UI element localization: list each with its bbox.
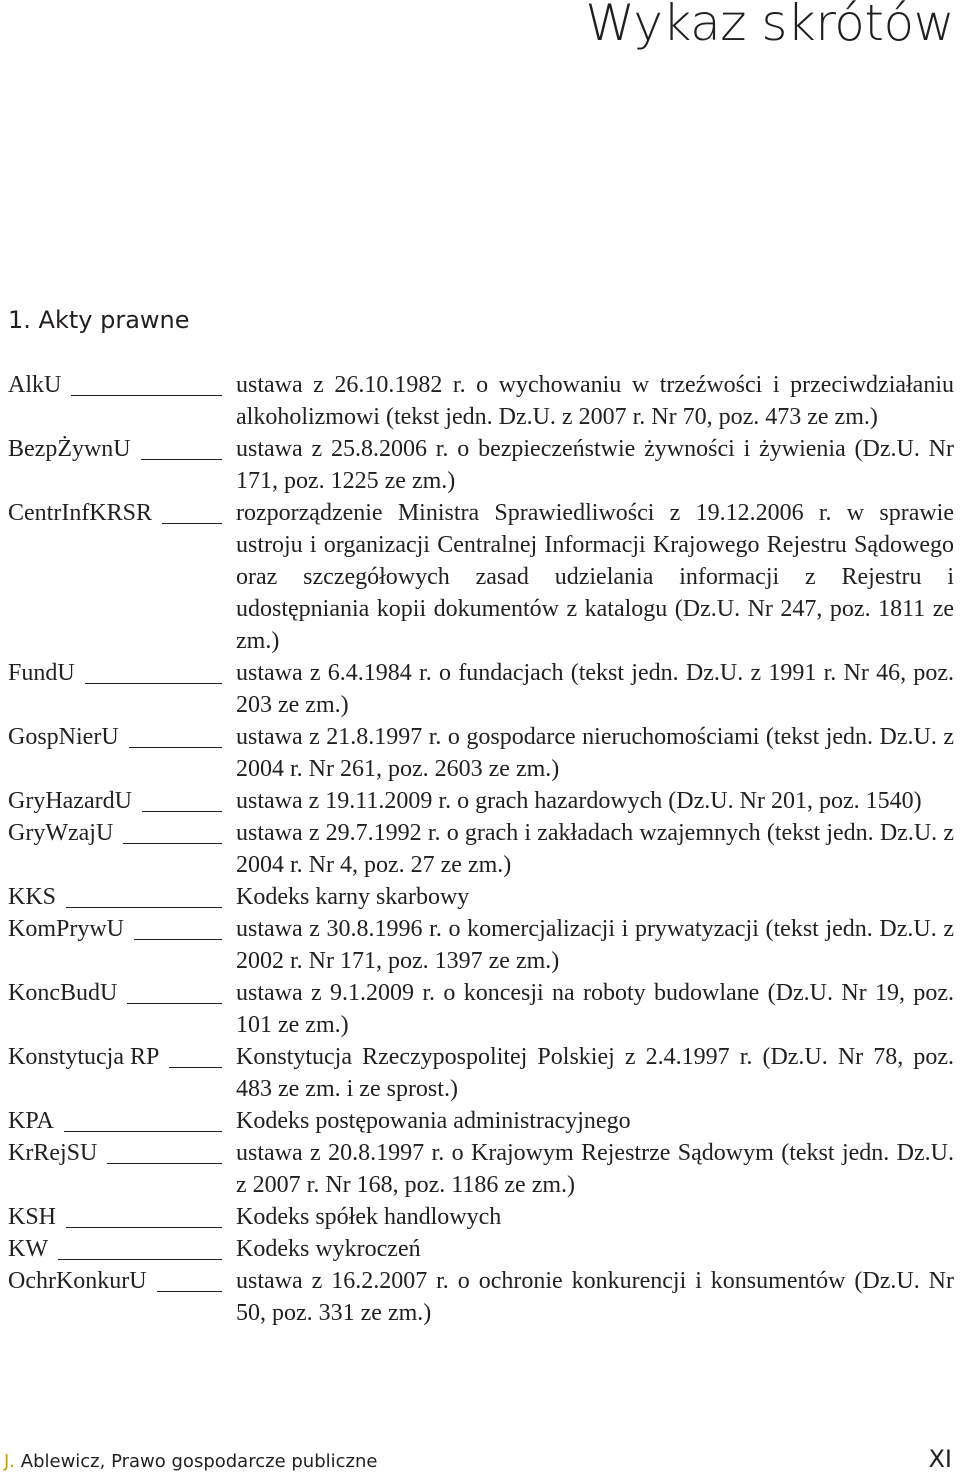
abbreviation-description: ustawa z 16.2.2007 r. o ochronie konkurencji i konsumentów (Dz.U. Nr 50, poz. 331 ze zm.) <box>236 1268 954 1326</box>
abbreviation-description: ustawa z 29.7.1992 r. o grach i zakładach wzajemnych (tekst jedn. Dz.U. z 2004 r. Nr 4, poz. 27 ze zm.) <box>236 820 954 878</box>
leader-line <box>71 395 222 396</box>
list-item <box>0 657 960 721</box>
list-item <box>0 1041 960 1105</box>
abbreviation-term: KKS <box>8 884 57 910</box>
abbreviation-description: ustawa z 21.8.1997 r. o gospodarce nieruchomościami (tekst jedn. Dz.U. z 2004 r. Nr 261, poz. 2603 ze zm.) <box>236 724 954 782</box>
leader-line <box>157 1291 222 1292</box>
footer-author <box>4 1451 377 1472</box>
footer-author-initial: J. <box>4 1451 16 1472</box>
list-item <box>0 433 960 497</box>
abbreviation-term: KrRejSU <box>8 1140 98 1166</box>
abbreviation-term: KPA <box>8 1108 54 1134</box>
abbreviation-term: KW <box>8 1236 48 1262</box>
footer-author-text: Ablewicz, Prawo gospodarcze publiczne <box>15 1451 378 1472</box>
leader-line <box>162 523 222 524</box>
list-item <box>0 497 960 657</box>
abbreviation-term: GryHazardU <box>8 788 132 814</box>
leader-line <box>134 939 222 940</box>
leader-line <box>64 1131 222 1132</box>
abbreviation-term: FundU <box>8 660 75 686</box>
leader-line <box>66 1227 222 1228</box>
abbreviation-term: CentrInfKRSR <box>8 500 152 526</box>
list-item <box>0 1105 960 1137</box>
list-item <box>0 1137 960 1201</box>
leader-line <box>129 747 222 748</box>
list-item <box>0 785 960 817</box>
abbreviation-term: KomPrywU <box>8 916 125 942</box>
list-item <box>0 1265 960 1329</box>
abbreviation-description: ustawa z 6.4.1984 r. o fundacjach (tekst jedn. Dz.U. z 1991 r. Nr 46, poz. 203 ze zm.) <box>236 660 954 718</box>
leader-line <box>107 1163 222 1164</box>
abbreviation-term: GryWzajU <box>8 820 114 846</box>
abbreviation-term: KoncBudU <box>8 980 118 1006</box>
abbreviation-description: rozporządzenie Ministra Sprawiedliwości z 19.12.2006 r. w sprawie ustroju i organizacji Centralnej Informacji Krajowego Rejestru Sądowego oraz szczegółowych zasad udzielania informacji z Rejestru i udostępniania kopii dokumentów z katalogu (Dz.U. Nr 247, poz. 1811 ze zm.) <box>236 500 954 654</box>
abbreviation-description: ustawa z 9.1.2009 r. o koncesji na roboty budowlane (Dz.U. Nr 19, poz. 101 ze zm.) <box>236 980 954 1038</box>
abbreviation-term: OchrKonkurU <box>8 1268 147 1294</box>
abbreviation-description: ustawa z 25.8.2006 r. o bezpieczeństwie żywności i żywienia (Dz.U. Nr 171, poz. 1225 ze zm.) <box>236 436 954 494</box>
abbreviation-description: Konstytucja Rzeczypospolitej Polskiej z 2.4.1997 r. (Dz.U. Nr 78, poz. 483 ze zm. i ze sprost.) <box>236 1044 954 1102</box>
abbreviation-term: KSH <box>8 1204 57 1230</box>
leader-line <box>169 1067 222 1068</box>
abbreviation-description: ustawa z 30.8.1996 r. o komercjalizacji i prywatyzacji (tekst jedn. Dz.U. z 2002 r. Nr 171, poz. 1397 ze zm.) <box>236 916 954 974</box>
leader-line <box>127 1003 222 1004</box>
abbreviation-description: ustawa z 19.11.2009 r. o grach hazardowych (Dz.U. Nr 201, poz. 1540) <box>236 788 922 814</box>
abbreviation-term: Konstytucja RP <box>8 1044 160 1070</box>
list-item <box>0 817 960 881</box>
abbreviation-term: BezpŻywnU <box>8 436 131 462</box>
list-item <box>0 977 960 1041</box>
abbreviation-description: Kodeks wykroczeń <box>236 1236 421 1262</box>
abbreviation-term: GospNierU <box>8 724 119 750</box>
leader-line <box>66 907 222 908</box>
list-item <box>0 913 960 977</box>
abbreviation-description: ustawa z 20.8.1997 r. o Krajowym Rejestrze Sądowym (tekst jedn. Dz.U. z 2007 r. Nr 168, poz. 1186 ze zm.) <box>236 1140 954 1198</box>
abbreviation-description: Kodeks karny skarbowy <box>236 884 470 910</box>
list-item <box>0 1233 960 1265</box>
leader-line <box>85 683 222 684</box>
abbreviation-description: ustawa z 26.10.1982 r. o wychowaniu w trzeźwości i przeciwdziałaniu alkoholizmowi (tekst jedn. Dz.U. z 2007 r. Nr 70, poz. 473 ze zm.) <box>236 372 954 430</box>
abbreviation-list <box>0 369 960 1329</box>
list-item <box>0 881 960 913</box>
section-heading: 1. Akty prawne <box>8 306 190 334</box>
leader-line <box>142 811 222 812</box>
list-item <box>0 369 960 433</box>
list-item <box>0 721 960 785</box>
leader-line <box>141 459 222 460</box>
leader-line <box>58 1259 222 1260</box>
page-number: XI <box>928 1445 952 1473</box>
abbreviation-description: Kodeks postępowania administracyjnego <box>236 1108 631 1134</box>
abbreviation-term: AlkU <box>8 372 62 398</box>
list-item <box>0 1201 960 1233</box>
page-title: Wykaz skrótów <box>585 0 954 52</box>
abbreviation-description: Kodeks spółek handlowych <box>236 1204 502 1230</box>
leader-line <box>123 843 222 844</box>
